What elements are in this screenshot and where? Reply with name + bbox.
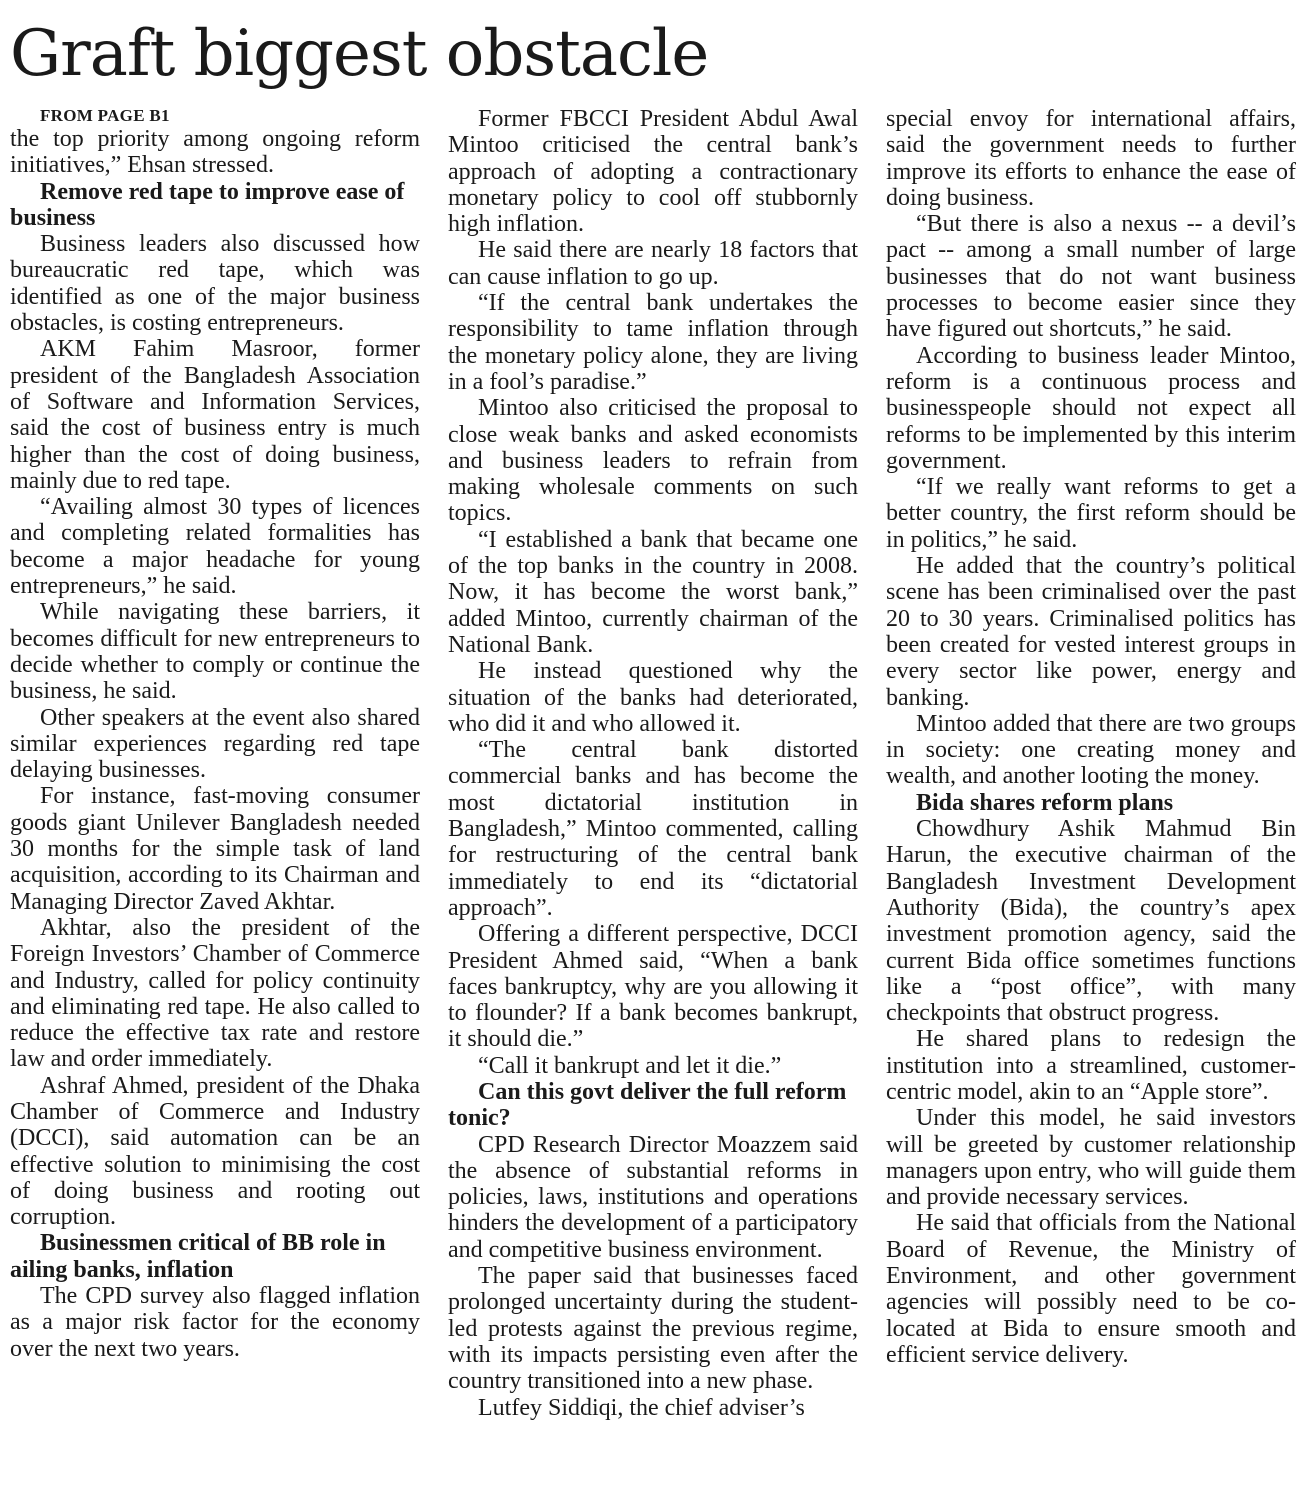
paragraph: He added that the country’s political scene has been criminalised over the past 20 to 30 years. Criminalised politics has been created for vested interest groups in every sector like power, energy and banking. (886, 553, 1296, 711)
paragraph: Other speakers at the event also shared similar experiences regarding red tape delaying businesses. (10, 704, 420, 784)
paragraph: AKM Fahim Masroor, former president of the Bangladesh Association of Software and Information Services, said the cost of business entry is much higher than the cost of doing business, mainly due to red tape. (10, 336, 420, 494)
subheading: Bida shares reform plans (916, 789, 1174, 816)
paragraph: the top priority among ongoing reform initiatives,” Ehsan stressed. (10, 126, 420, 179)
paragraph: CPD Research Director Moazzem said the absence of substantial reforms in policies, laws, institutions and operations hinders the development of a participatory and competitive business environment. (448, 1131, 858, 1263)
paragraph: The CPD survey also flagged inflation as a major risk factor for the economy over the next two years. (10, 1283, 420, 1362)
paragraph: “Call it bankrupt and let it die.” (478, 1052, 782, 1079)
column-2 (448, 106, 858, 1421)
subheading: Businessmen critical of BB role in ailing banks, inflation (10, 1230, 386, 1283)
paragraph: “Availing almost 30 types of licences and completing related formalities has become a major headache for young entrepreneurs,” he said. (10, 494, 420, 600)
paragraph: Under this model, he said investors will be greeted by customer relationship managers upon entry, who will guide them and provide necessary services. (886, 1105, 1296, 1211)
paragraph: Akhtar, also the president of the Foreign Investors’ Chamber of Commerce and Industry, called for policy continuity and eliminating red tape. He also called to reduce the effective tax rate and restore law and order immediately. (10, 914, 420, 1073)
paragraph: “I established a bank that became one of the top banks in the country in 2008. Now, it has become the worst bank,” added Mintoo, currently chairman of the National Bank. (448, 526, 858, 658)
subheading: Remove red tape to improve ease of business (10, 178, 405, 231)
paragraph: Former FBCCI President Abdul Awal Mintoo criticised the central bank’s approach of adopting a contractionary monetary policy to cool off stubbornly high inflation. (448, 106, 858, 238)
paragraph: “The central bank distorted commercial banks and has become the most dictatorial institution in Bangladesh,” Mintoo commented, calling for restructuring of the central bank immediately to end its “dictatorial approach”. (448, 737, 858, 921)
paragraph: Lutfey Siddiqi, the chief adviser’s (478, 1394, 805, 1421)
paragraph: The paper said that businesses faced prolonged uncertainty during the student-led protests against the previous regime, with its impacts persisting even after the country transitioned into a new phase. (448, 1263, 858, 1395)
paragraph: He said that officials from the National Board of Revenue, the Ministry of Environment, and other government agencies will possibly need to be co-located at Bida to ensure smooth and efficient service delivery. (886, 1210, 1296, 1368)
paragraph: Ashraf Ahmed, president of the Dhaka Chamber of Commerce and Industry (DCCI), said automation can be an effective solution to minimising the cost of doing business and rooting out corruption. (10, 1072, 420, 1231)
kicker: FROM PAGE B1 (40, 106, 170, 125)
column-3 (886, 106, 1296, 1368)
paragraph: According to business leader Mintoo, reform is a continuous process and businesspeople should not expect all reforms to be implemented by this interim government. (886, 342, 1296, 474)
paragraph: “If we really want reforms to get a better country, the first reform should be in politics,” he said. (886, 474, 1296, 553)
paragraph: Mintoo also criticised the proposal to close weak banks and asked economists and business leaders to refrain from making wholesale comments on such topics. (448, 395, 858, 527)
paragraph: He instead questioned why the situation of the banks had deteriorated, who did it and who allowed it. (448, 658, 858, 737)
paragraph: special envoy for international affairs, said the government needs to further improve its efforts to enhance the ease of doing business. (886, 106, 1296, 211)
subheading: Can this govt deliver the full reform tonic? (448, 1078, 847, 1132)
paragraph: Chowdhury Ashik Mahmud Bin Harun, the executive chairman of the Bangladesh Investment Development Authority (Bida), the country’s apex investment promotion agency, said the current Bida office sometimes functions like a “post office”, with many checkpoints that obstruct progress. (886, 816, 1296, 1027)
paragraph: “But there is also a nexus -- a devil’s pact -- among a small number of large businesses that do not want business processes to become easier since they have figured out shortcuts,” he said. (886, 211, 1296, 343)
paragraph: He shared plans to redesign the institution into a streamlined, customer-centric model, akin to an “Apple store”. (886, 1026, 1296, 1105)
paragraph: He said there are nearly 18 factors that can cause inflation to go up. (448, 237, 858, 290)
column-1 (10, 106, 420, 1362)
paragraph: For instance, fast-moving consumer goods giant Unilever Bangladesh needed 30 months for the simple task of land acquisition, according to its Chairman and Managing Director Zaved Akhtar. (10, 783, 420, 915)
paragraph: While navigating these barriers, it becomes difficult for new entrepreneurs to decide whether to comply or continue the business, he said. (10, 599, 420, 705)
paragraph: Mintoo added that there are two groups in society: one creating money and wealth, and another looting the money. (886, 710, 1296, 790)
paragraph: “If the central bank undertakes the responsibility to tame inflation through the monetary policy alone, they are living in a fool’s paradise.” (448, 290, 858, 395)
paragraph: Offering a different perspective, DCCI President Ahmed said, “When a bank faces bankruptcy, why are you allowing it to flounder? If a bank becomes bankrupt, it should die.” (448, 921, 858, 1053)
paragraph: Business leaders also discussed how bureaucratic red tape, which was identified as one of the major business obstacles, is costing entrepreneurs. (10, 231, 420, 337)
headline: Graft biggest obstacle (10, 17, 709, 91)
